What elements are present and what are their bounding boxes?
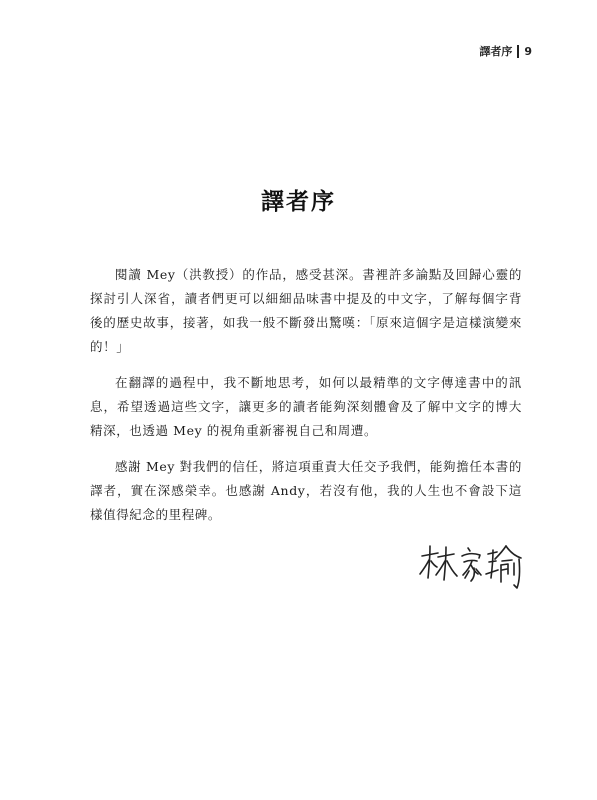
running-header — [479, 43, 532, 59]
page-number: 9 — [524, 44, 532, 58]
handwritten-signature — [418, 534, 528, 594]
signature-image — [418, 534, 528, 594]
body-text — [90, 263, 522, 539]
header-section-title: 譯者序 — [479, 45, 513, 58]
chapter-title: 譯者序 — [261, 189, 336, 215]
paragraph: 感謝 Mey 對我們的信任，將這項重責大任交予我們，能夠擔任本書的譯者，實在深感榮幸。也感謝 Andy，若沒有他，我的人生也不會設下這樣值得紀念的里程碑。 — [90, 459, 522, 522]
paragraph: 閱讀 Mey（洪教授）的作品，感受甚深。書裡許多論點及回歸心靈的探討引人深省，讀者們更可以細細品味書中提及的中文字，了解每個字背後的歷史故事，接著，如我一般不斷發出驚嘆：「原來這個字是這樣演變來的！」 — [90, 267, 522, 354]
paragraph: 在翻譯的過程中，我不斷地思考，如何以最精準的文字傳達書中的訊息，希望透過這些文字，讓更多的讀者能夠深刻體會及了解中文字的博大精深，也透過 Mey 的視角重新審視自己和周遭。 — [90, 375, 522, 438]
header-divider — [517, 45, 519, 58]
